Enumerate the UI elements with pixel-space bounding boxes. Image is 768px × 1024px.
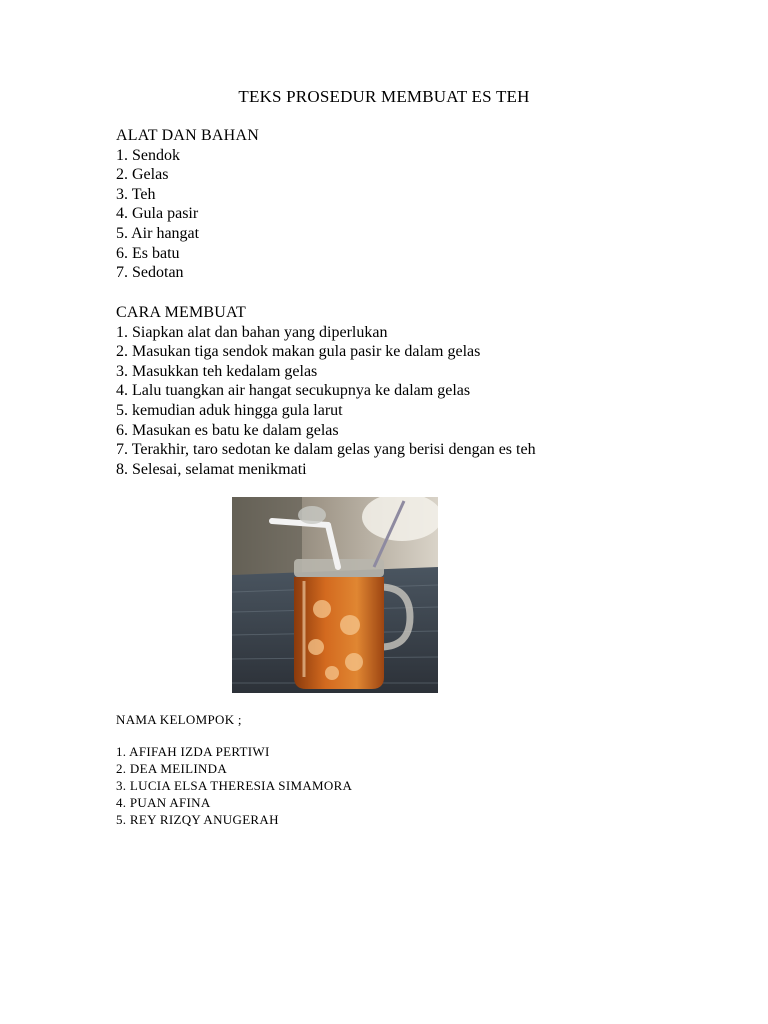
cara-membuat-heading: CARA MEMBUAT bbox=[116, 304, 246, 321]
kelompok-member: 1. AFIFAH IZDA PERTIWI bbox=[116, 744, 270, 759]
cara-membuat-step: 8. Selesai, selamat menikmati bbox=[116, 460, 307, 478]
alat-bahan-item: 5. Air hangat bbox=[116, 224, 200, 242]
cara-membuat-step: 6. Masukan es batu ke dalam gelas bbox=[116, 421, 339, 439]
alat-bahan-item: 2. Gelas bbox=[116, 166, 169, 184]
kelompok-member: 4. PUAN AFINA bbox=[116, 795, 211, 810]
cara-membuat-step: 3. Masukkan teh kedalam gelas bbox=[116, 362, 318, 380]
cara-membuat-step: 2. Masukan tiga sendok makan gula pasir ke dalam gelas bbox=[116, 343, 481, 361]
cara-membuat-step: 4. Lalu tuangkan air hangat secukupnya ke dalam gelas bbox=[116, 382, 471, 400]
cara-membuat-step: 1. Siapkan alat dan bahan yang diperlukan bbox=[116, 323, 388, 341]
kelompok-heading: NAMA KELOMPOK ; bbox=[116, 712, 242, 727]
alat-bahan-item: 6. Es batu bbox=[116, 244, 180, 262]
iced-tea-photo bbox=[232, 497, 438, 693]
alat-bahan-item: 1. Sendok bbox=[116, 146, 180, 164]
alat-bahan-item: 7. Sedotan bbox=[116, 264, 184, 282]
alat-bahan-section bbox=[116, 126, 259, 283]
alat-bahan-item: 4. Gula pasir bbox=[116, 205, 199, 223]
kelompok-member: 5. REY RIZQY ANUGERAH bbox=[116, 812, 279, 827]
alat-bahan-heading: ALAT DAN BAHAN bbox=[116, 127, 259, 144]
kelompok-member: 2. DEA MEILINDA bbox=[116, 761, 228, 776]
cara-membuat-section bbox=[116, 303, 536, 479]
cara-membuat-step: 7. Terakhir, taro sedotan ke dalam gelas yang berisi dengan es teh bbox=[116, 441, 536, 459]
kelompok-section bbox=[116, 711, 352, 828]
cara-membuat-step: 5. kemudian aduk hingga gula larut bbox=[116, 401, 343, 419]
document-title: TEKS PROSEDUR MEMBUAT ES TEH bbox=[238, 87, 530, 106]
alat-bahan-item: 3. Teh bbox=[116, 185, 156, 203]
kelompok-member: 3. LUCIA ELSA THERESIA SIMAMORA bbox=[116, 778, 353, 793]
